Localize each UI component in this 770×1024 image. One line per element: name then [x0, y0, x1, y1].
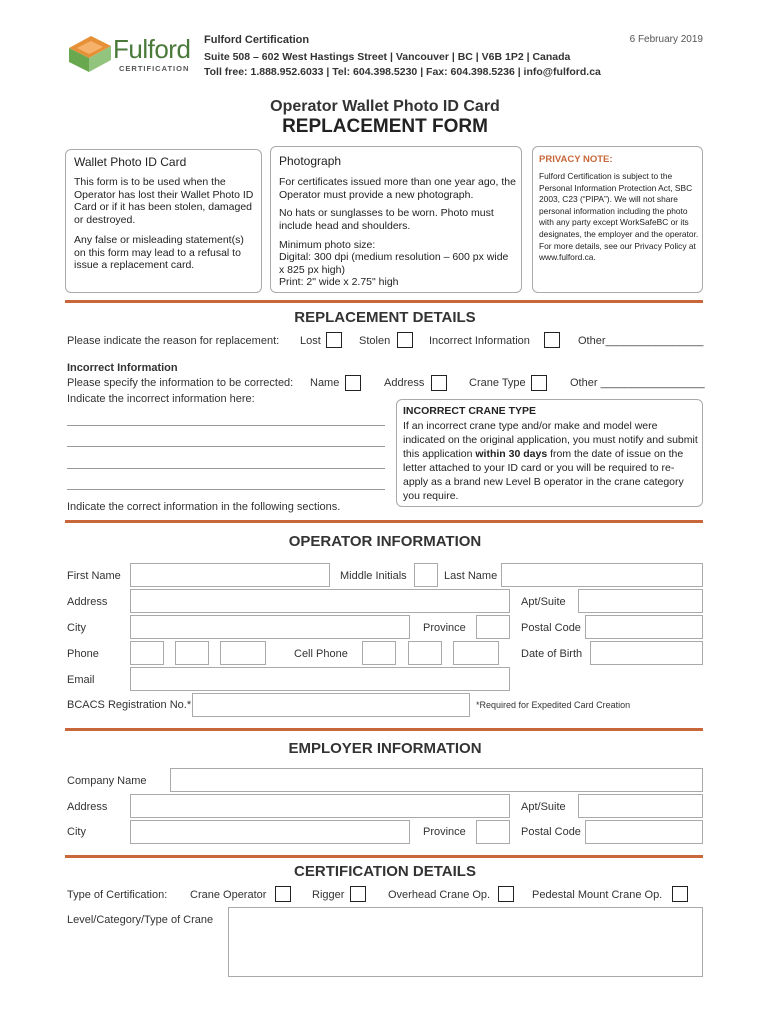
form-subtitle: REPLACEMENT FORM [282, 116, 488, 137]
divider [65, 300, 703, 303]
reason-lost-label: Lost [300, 335, 321, 347]
email-label: Email [67, 674, 95, 686]
crane-note-text [403, 419, 699, 503]
employer-province-label: Province [423, 826, 466, 838]
specify-name-checkbox[interactable] [345, 375, 361, 391]
privacy-text: Fulford Certification is subject to the Personal Information Protection Act, SBC 2003, C23 (“PIPA”). We will not share personal information including the photo with any party except WorkSafeBC or its designates, the employer and the operator. For more details, see our Privacy Policy at www.fulford.ca. [539, 171, 699, 263]
document-date: 6 February 2019 [629, 34, 703, 45]
employer-postal-code-label: Postal Code [521, 826, 581, 838]
crane-note-deadline: within 30 days [475, 448, 548, 460]
specify-label: Please specify the information to be corrected: [67, 377, 294, 389]
overhead-crane-checkbox[interactable] [498, 886, 514, 902]
cell-line-number-input[interactable] [453, 641, 499, 665]
logo-name: Fulford [113, 34, 191, 64]
specify-crane-type-label: Crane Type [469, 377, 526, 389]
postal-code-label: Postal Code [521, 622, 581, 634]
form-title: Operator Wallet Photo ID Card [270, 98, 500, 115]
reason-stolen-checkbox[interactable] [397, 332, 413, 348]
photograph-size-digital: Digital: 300 dpi (medium resolution – 600 px wide x 825 px high) [279, 251, 509, 276]
specify-address-checkbox[interactable] [431, 375, 447, 391]
address-label: Address [67, 596, 108, 608]
wallet-card-text-2: Any false or misleading statement(s) on this form may lead to a refusal to issue a replacement card. [74, 234, 244, 271]
specify-name-label: Name [310, 377, 340, 389]
logo-subtitle: CERTIFICATION [119, 64, 190, 73]
last-name-label: Last Name [444, 570, 498, 582]
photograph-size-print: Print: 2" wide x 2.75" high [279, 276, 399, 288]
crane-note-text-b: from the date of issue on the letter attached to your ID card or you will be required to re-apply as a brand new Level B operator in the crane category you require. [403, 448, 684, 502]
company-name-label: Company Name [67, 775, 147, 787]
logo [67, 34, 192, 76]
pedestal-mount-checkbox[interactable] [672, 886, 688, 902]
last-name-input[interactable] [501, 563, 703, 587]
middle-initials-label: Middle Initials [340, 570, 407, 582]
incorrect-info-line-1[interactable] [67, 425, 385, 426]
indicate-incorrect-label: Indicate the incorrect information here: [67, 393, 255, 405]
privacy-title: PRIVACY NOTE: [539, 154, 613, 165]
pedestal-mount-label: Pedestal Mount Crane Op. [532, 889, 663, 901]
overhead-crane-label: Overhead Crane Op. [388, 889, 491, 901]
city-input[interactable] [130, 615, 410, 639]
org-name: Fulford Certification [204, 34, 310, 46]
company-name-input[interactable] [170, 768, 703, 792]
crane-note-title: INCORRECT CRANE TYPE [403, 405, 537, 417]
level-category-label: Level/Category/Type of Crane [67, 914, 214, 926]
certification-details-title: CERTIFICATION DETAILS [294, 863, 476, 880]
photograph-text-2: No hats or sunglasses to be worn. Photo must include head and shoulders. [279, 207, 494, 232]
reason-lost-checkbox[interactable] [326, 332, 342, 348]
rigger-label: Rigger [312, 889, 345, 901]
cell-area-code-input[interactable] [362, 641, 396, 665]
wallet-card-panel [65, 149, 262, 293]
incorrect-info-line-4[interactable] [67, 489, 385, 490]
specify-other-field[interactable]: Other _________________ [570, 377, 705, 389]
specify-address-label: Address [384, 377, 425, 389]
city-label: City [67, 622, 86, 634]
phone-line-number-input[interactable] [220, 641, 266, 665]
employer-province-input[interactable] [476, 820, 510, 844]
cell-prefix-input[interactable] [408, 641, 442, 665]
crane-operator-label: Crane Operator [190, 889, 267, 901]
crane-operator-checkbox[interactable] [275, 886, 291, 902]
incorrect-crane-note [396, 399, 703, 507]
middle-initials-input[interactable] [414, 563, 438, 587]
province-label: Province [423, 622, 466, 634]
reason-stolen-label: Stolen [359, 335, 391, 347]
phone-area-code-input[interactable] [130, 641, 164, 665]
required-note: *Required for Expedited Card Creation [476, 700, 631, 710]
phone-label: Phone [67, 648, 99, 660]
fulford-logo-mark-icon [67, 34, 113, 74]
date-of-birth-input[interactable] [590, 641, 703, 665]
postal-code-input[interactable] [585, 615, 703, 639]
replacement-details-title: REPLACEMENT DETAILS [294, 309, 476, 326]
photograph-size-heading: Minimum photo size: [279, 239, 376, 251]
incorrect-info-line-3[interactable] [67, 468, 385, 469]
photograph-title: Photograph [279, 154, 342, 168]
apt-suite-label: Apt/Suite [521, 596, 566, 608]
org-address: Suite 508 – 602 West Hastings Street | Vancouver | BC | V6B 1P2 | Canada [204, 51, 571, 63]
incorrect-info-line-2[interactable] [67, 446, 385, 447]
operator-info-title: OPERATOR INFORMATION [288, 533, 482, 550]
employer-info-title: EMPLOYER INFORMATION [288, 740, 482, 757]
org-contacts: Toll free: 1.888.952.6033 | Tel: 604.398.5230 | Fax: 604.398.5236 | info@fulford.ca [204, 66, 601, 78]
bcacs-input[interactable] [192, 693, 470, 717]
wallet-card-text-1: This form is to be used when the Operator has lost their Wallet Photo ID Card or if it has been stolen, damaged or destroyed. [74, 176, 254, 226]
employer-address-label: Address [67, 801, 108, 813]
divider [65, 728, 703, 731]
privacy-panel [532, 146, 703, 293]
employer-city-label: City [67, 826, 86, 838]
address-input[interactable] [130, 589, 510, 613]
divider [65, 855, 703, 858]
employer-apt-suite-input[interactable] [578, 794, 703, 818]
employer-city-input[interactable] [130, 820, 410, 844]
reason-incorrect-checkbox[interactable] [544, 332, 560, 348]
employer-postal-code-input[interactable] [585, 820, 703, 844]
apt-suite-input[interactable] [578, 589, 703, 613]
cert-type-label: Type of Certification: [67, 889, 168, 901]
cell-phone-label: Cell Phone [294, 648, 348, 660]
divider [65, 520, 703, 523]
employer-apt-suite-label: Apt/Suite [521, 801, 566, 813]
province-input[interactable] [476, 615, 510, 639]
date-of-birth-label: Date of Birth [521, 648, 583, 660]
specify-crane-type-checkbox[interactable] [531, 375, 547, 391]
photograph-text-1: For certificates issued more than one year ago, the Operator must provide a new photograph. [279, 176, 516, 201]
reason-other-field[interactable]: Other________________ [578, 335, 704, 347]
bcacs-label: BCACS Registration No.* [67, 699, 192, 711]
wallet-card-title: Wallet Photo ID Card [74, 155, 187, 169]
incorrect-info-heading: Incorrect Information [67, 362, 178, 374]
reason-label: Please indicate the reason for replacement: [67, 335, 280, 347]
first-name-label: First Name [67, 570, 121, 582]
crane-note-text-a: If an incorrect crane type and/or make and model were indicated on the original application, you must notify and submit this application [403, 420, 698, 460]
phone-prefix-input[interactable] [175, 641, 209, 665]
indicate-correct-label: Indicate the correct information in the following sections. [67, 501, 341, 513]
photograph-panel [270, 146, 522, 293]
employer-address-input[interactable] [130, 794, 510, 818]
level-category-textarea[interactable] [228, 907, 703, 977]
email-field[interactable] [130, 667, 510, 691]
first-name-input[interactable] [130, 563, 330, 587]
rigger-checkbox[interactable] [350, 886, 366, 902]
reason-incorrect-label: Incorrect Information [429, 335, 530, 347]
